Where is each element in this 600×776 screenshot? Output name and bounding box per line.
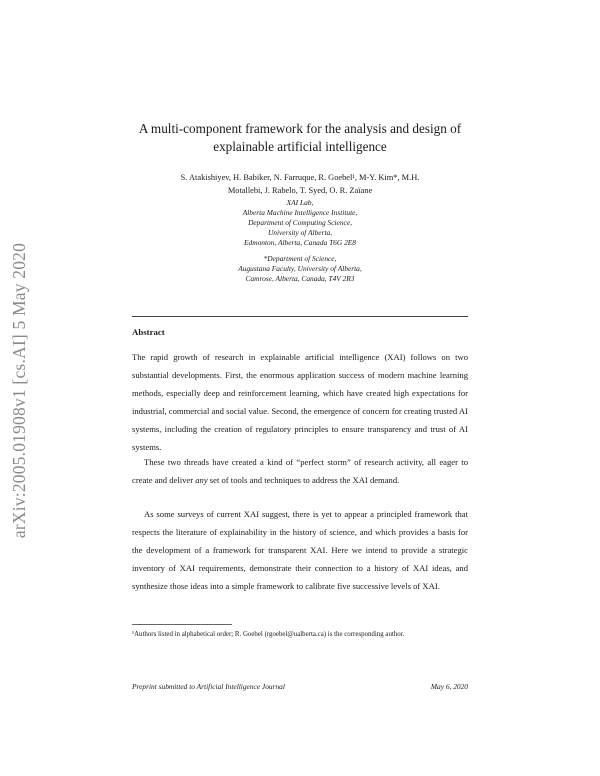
abstract-paragraph-1: The rapid growth of research in explainable artificial intelligence (XAI) follows on two substantial developments. First, the enormous application success of modern machine learning methods, especially deep and reinforcement learning, which have created high expectations for industrial, commercial and social value. Second, the emergence of concern for creating trusted AI systems, including the creation of regulatory principles to ensure transparency and trust of AI systems.: [132, 352, 468, 453]
affiliation-augustana: [150, 254, 450, 284]
footnote-rule: [132, 624, 232, 625]
footnote: ¹Authors listed in alphabetical order; R. Goebel (rgoebel@ualberta.ca) is the corresponding author.: [132, 631, 405, 638]
abstract-top-rule: [132, 316, 468, 317]
abstract-paragraph-3: As some surveys of current XAI suggest, there is yet to appear a principled framework that respects the literature of explainability in the history of science, and which provides a basis for the development of a framework for transparent XAI. Here we intend to provide a strategic inventory of XAI requirements, demonstrate their connection to a history of XAI ideas, and synthesize those ideas into a simple framework to calibrate five successive levels of XAI.: [132, 509, 468, 592]
author-line-2: Motallebi, J. Rabelo, T. Syed, O. R. Zaïane: [227, 186, 373, 196]
affiliation-xai-lab: [150, 198, 450, 248]
affiliation-line: Department of Computing Science,: [248, 218, 352, 228]
affiliation-line: Edmonton, Alberta, Canada T6G 2E8: [244, 238, 356, 248]
affiliation-line: Augustana Faculty, University of Alberta,: [238, 264, 362, 274]
affiliation-line: University of Alberta,: [267, 228, 333, 238]
affiliation-line: Alberta Machine Intelligence Institute,: [242, 208, 358, 218]
author-line-1: S. Atakishiyev, H. Babiker, N. Farruque, R. Goebel¹, M-Y. Kim*, M.H.: [180, 173, 420, 182]
preprint-notice: Preprint submitted to Artificial Intelligence Journal: [132, 682, 285, 691]
arxiv-identifier: arXiv:2005.01908v1 [cs.AI] 5 May 2020: [9, 242, 30, 538]
preprint-date: May 6, 2020: [430, 682, 468, 691]
abstract-paragraph-2-text-end: set of tools and techniques to address the XAI demand.: [207, 475, 400, 486]
abstract-paragraph-2: [132, 453, 468, 489]
abstract-heading: Abstract: [132, 327, 165, 337]
affiliation-line: Camrose, Alberta, Canada, T4V 2R3: [245, 274, 355, 284]
affiliation-line: XAI Lab,: [286, 198, 314, 207]
affiliation-line: *Department of Science,: [263, 254, 337, 263]
author-list: [120, 171, 480, 197]
paper-title: A multi-component framework for the analysis and design of explainable artificial intelligence: [138, 121, 462, 154]
arxiv-identifier-stamp: [2, 210, 38, 570]
abstract-paragraph-2-emphasis: any: [195, 475, 208, 486]
abstract-paragraph-2-text: These two threads have created a kind of “perfect storm” of research activity, all eager to create and deliver: [132, 457, 468, 486]
